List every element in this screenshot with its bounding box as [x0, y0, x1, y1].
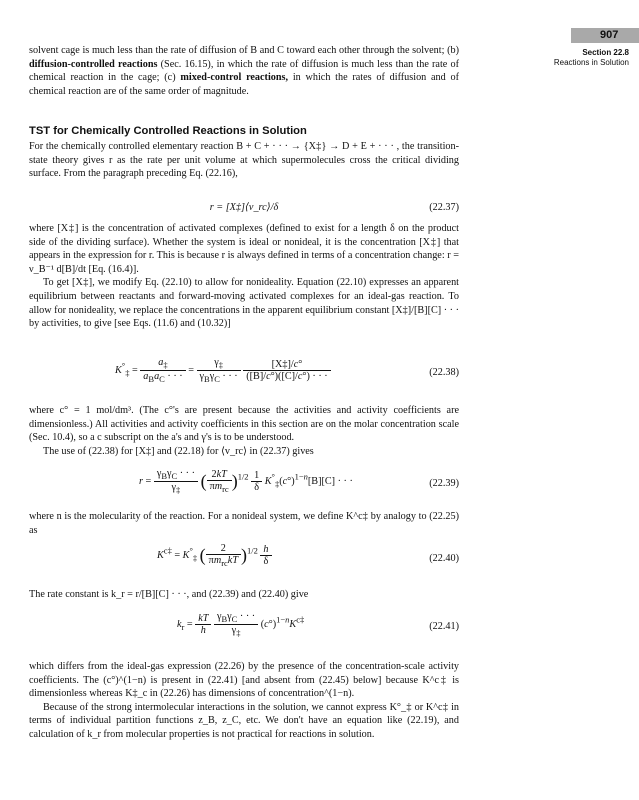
- eq40-body: $K^{c\ddagger} = K^\circ_\ddagger$ ( $\frac{2}{\pi m_{rc}kT}$ )$^{1/2}$ $\frac{h}{\delta}$: [157, 543, 272, 568]
- paragraph-conclusion: [29, 660, 459, 742]
- eq37-body: r = [X‡]⟨v_rc⟩/δ: [209, 202, 279, 213]
- intro-paragraph: [29, 44, 459, 98]
- term-diffusion-controlled: diffusion-controlled reactions: [29, 58, 158, 70]
- eq41-number: (22.41): [429, 621, 459, 632]
- paragraph-10: Because of the strong intermolecular interactions in the solution, we cannot express K°_‡ or K^c‡ in terms of individual partition functions z_B, z_C, etc. We don't have an equation like (22.19), and calculation of k_r from molecular properties is not practical for reactions in solution.: [29, 701, 459, 740]
- eq39-number: (22.39): [429, 478, 459, 489]
- paragraph-concentration: [29, 222, 459, 331]
- eq38-body: $K^\circ_\ddagger$ = $\frac{a_\ddagger}{a_Ba_C \cdot \cdot \cdot}$ = $\frac{\gamma_\ddagger}{\gamma_B\gamma_C \cdot \cdot \cdot}$ $\frac{[X\ddagger]/c^\circ}{([B]/c^\circ)([C]/c^\circ) \cdot \cdot \cdot}$: [115, 357, 331, 384]
- term-mixed-control: mixed-control reactions,: [180, 72, 289, 84]
- paragraph-tst: [29, 140, 459, 181]
- paragraph-7: where n is the molecularity of the reaction. For a nonideal system, we define K^c‡ by analogy to (22.25) as: [29, 511, 459, 536]
- paragraph-3: where [X‡] is the concentration of activated complexes (defined to exist for a length δ on the product side of the dividing surface). Whether the system is ideal or nonideal, it is the concentration [X‡] that appears in the expression for r. This is because r is always defined in terms of a concentration change: r = ν_B⁻¹ d[B]/dt [Eq. (16.4)].: [29, 223, 459, 275]
- paragraph-9: which differs from the ideal-gas expression (22.26) by the presence of the concentration-scale activity coefficients. The (c°)^(1−n) is present in (22.41) [and absent from (22.45) below] because K^c‡ is dimensionless whereas K‡_c in (22.26) has dimensions of concentration^(1−n).: [29, 661, 459, 700]
- equation-22-38: [29, 355, 459, 395]
- paragraph-8: The rate constant is k_r = r/[B][C] · · ·, and (22.39) and (22.40) give: [29, 589, 309, 600]
- intro-text-3: in which the rates of diffusion and of chemical reaction are of the same order of magnitude.: [29, 72, 459, 97]
- paragraph-rate-constant: [29, 588, 459, 602]
- equation-22-40: [29, 541, 459, 581]
- equation-22-37: [29, 202, 459, 213]
- section-number: Section 22.8: [582, 48, 629, 57]
- equation-22-41: [29, 609, 459, 649]
- intro-text-1: solvent cage is much less than the rate of diffusion of B and C toward each other through the solvent; (b): [29, 45, 459, 56]
- eq38-number: (22.38): [429, 367, 459, 378]
- eq40-number: (22.40): [429, 553, 459, 564]
- running-header: [554, 48, 629, 68]
- intro-text-2: (Sec. 16.15), in which the rate of diffusion is much less than the rate of chemical reaction in the cage; (c): [29, 58, 459, 84]
- paragraph-2: For the chemically controlled elementary reaction B + C + · · · → {X‡} → D + E + · · · , the transition-state theory gives r as the rate per unit volume at which supermolecules cross the critical dividing surface. From the paragraph preceding Eq. (22.16),: [29, 141, 459, 180]
- paragraph-6: The use of (22.38) for [X‡] and (22.18) for ⟨v_rc⟩ in (22.37) gives: [43, 445, 314, 457]
- equation-22-39: [29, 466, 459, 506]
- section-heading: TST for Chemically Controlled Reactions in Solution: [29, 125, 307, 137]
- paragraph-dimensionless: [29, 404, 459, 458]
- eq37-number: (22.37): [429, 202, 459, 213]
- paragraph-molecularity: [29, 510, 459, 537]
- paragraph-4: To get [X‡], we modify Eq. (22.10) to allow for nonideality. Equation (22.10) expresses an apparent equilibrium between reactants and forward-moving activated complexes for an ideal-gas reaction. To allow for nonideality, we replace the concentrations in the apparent equilibrium constant [X‡]/[B][C] · · · by activities, to give [see Eqs. (11.6) and (10.32)]: [29, 277, 459, 330]
- section-title: Reactions in Solution: [553, 58, 629, 67]
- page-number: 907: [600, 29, 619, 41]
- paragraph-5: where c° = 1 mol/dm³. (The c°'s are present because the activities and activity coefficients are dimensionless.) All activities and activity coefficients in this section are on the molar concentration scale (Sec. 10.4), so a c subscript on the a's and γ's is to be understood.: [29, 405, 459, 444]
- eq41-body: $k_r$ = $\frac{kT}{h}$ $\frac{\gamma_B\gamma_C \cdot \cdot \cdot}{\gamma_\ddagger}$ $(c^\circ)^{1-n}K^{c\ddagger}$: [177, 611, 305, 639]
- eq39-body: r = $\frac{\gamma_B\gamma_C \cdot \cdot \cdot}{\gamma_\ddagger}$ ( $\frac{2kT}{\pi m_{rc}}$ )$^{1/2}$ $\frac{1}{\delta}$ $K^\circ_\ddagger(c^\circ)^{1-n}[B][C]$ · · ·: [139, 468, 353, 496]
